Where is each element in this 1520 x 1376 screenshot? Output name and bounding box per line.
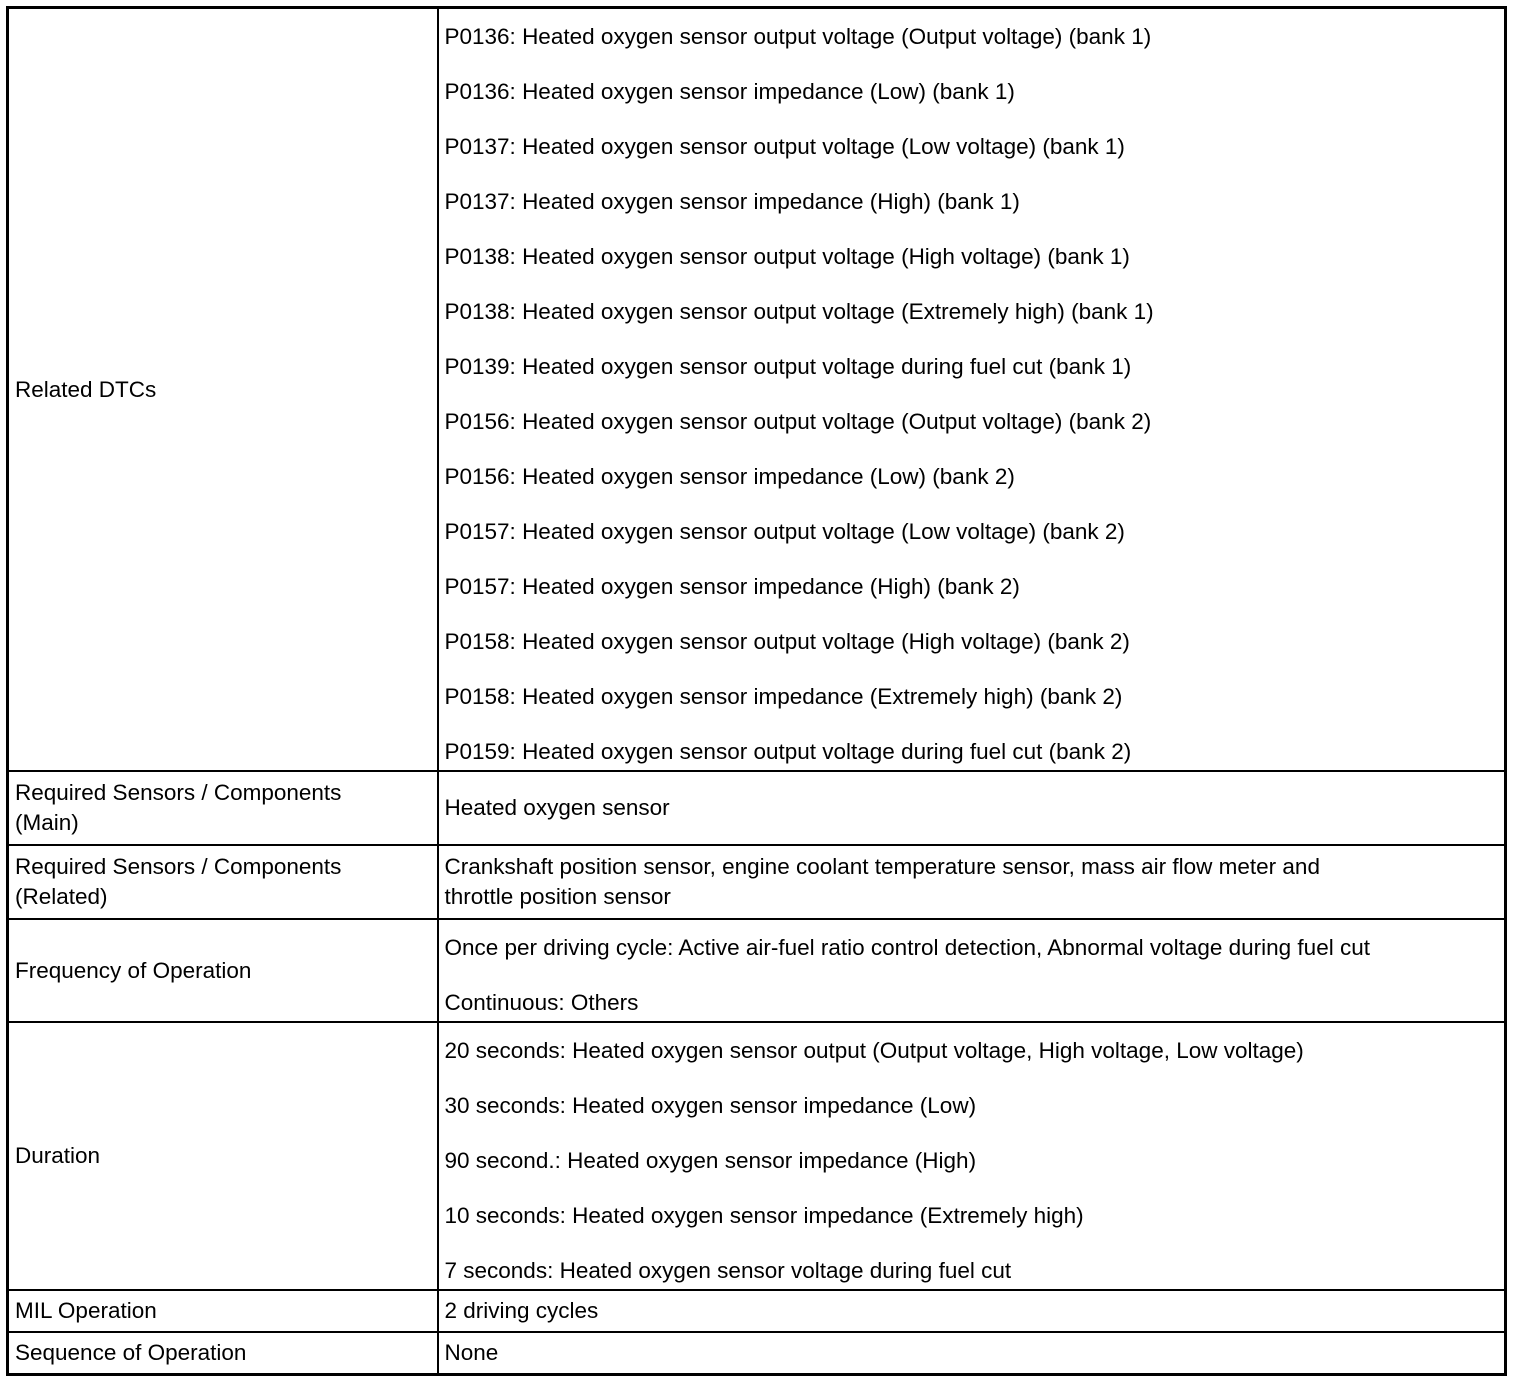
required-main-label-line1: Required Sensors / Components [15, 780, 342, 805]
sequence-label: Sequence of Operation [8, 1332, 438, 1374]
row-related-dtcs [8, 8, 1506, 772]
dtc-item: P0158: Heated oxygen sensor output voltage (High voltage) (bank 2) [444, 629, 1130, 654]
duration-label: Duration [8, 1022, 438, 1290]
duration-item: 10 seconds: Heated oxygen sensor impedance (Extremely high) [444, 1203, 1084, 1228]
required-main-label-line2: (Main) [15, 810, 79, 835]
required-main-label [8, 771, 438, 845]
row-frequency [8, 919, 1506, 1022]
monitor-spec-table [6, 6, 1507, 1376]
required-related-label-line1: Required Sensors / Components [15, 854, 342, 879]
dtc-item: P0156: Heated oxygen sensor impedance (Low) (bank 2) [444, 464, 1015, 489]
duration-item: 7 seconds: Heated oxygen sensor voltage during fuel cut [444, 1258, 1012, 1283]
dtc-item: P0157: Heated oxygen sensor output voltage (Low voltage) (bank 2) [444, 519, 1125, 544]
related-dtcs-list [438, 8, 1506, 772]
sequence-value: None [438, 1332, 1506, 1374]
required-related-label-line2: (Related) [15, 884, 108, 909]
required-related-value [438, 845, 1506, 919]
row-duration [8, 1022, 1506, 1290]
dtc-item: P0136: Heated oxygen sensor impedance (Low) (bank 1) [444, 79, 1015, 104]
duration-item: 30 seconds: Heated oxygen sensor impedance (Low) [444, 1093, 977, 1118]
row-mil-operation [8, 1290, 1506, 1332]
duration-item: 20 seconds: Heated oxygen sensor output (Output voltage, High voltage, Low voltage) [444, 1038, 1304, 1063]
duration-item: 90 second.: Heated oxygen sensor impedance (High) [444, 1148, 977, 1173]
dtc-item: P0157: Heated oxygen sensor impedance (High) (bank 2) [444, 574, 1020, 599]
required-related-value-line2: throttle position sensor [444, 884, 671, 909]
dtc-item: P0159: Heated oxygen sensor output voltage during fuel cut (bank 2) [444, 739, 1132, 764]
dtc-item: P0137: Heated oxygen sensor output voltage (Low voltage) (bank 1) [444, 134, 1125, 159]
dtc-item: P0139: Heated oxygen sensor output voltage during fuel cut (bank 1) [444, 354, 1132, 379]
dtc-item: P0158: Heated oxygen sensor impedance (Extremely high) (bank 2) [444, 684, 1123, 709]
frequency-item: Continuous: Others [444, 990, 639, 1015]
dtc-item: P0136: Heated oxygen sensor output voltage (Output voltage) (bank 1) [444, 24, 1152, 49]
row-sequence [8, 1332, 1506, 1374]
row-required-main [8, 771, 1506, 845]
related-dtcs-label: Related DTCs [8, 8, 438, 772]
mil-operation-value: 2 driving cycles [438, 1290, 1506, 1332]
required-related-label [8, 845, 438, 919]
row-required-related [8, 845, 1506, 919]
frequency-item: Once per driving cycle: Active air-fuel ratio control detection, Abnormal voltage during fuel cut [444, 935, 1370, 960]
frequency-list [438, 919, 1506, 1022]
required-main-value: Heated oxygen sensor [438, 771, 1506, 845]
dtc-item: P0137: Heated oxygen sensor impedance (High) (bank 1) [444, 189, 1020, 214]
dtc-item: P0156: Heated oxygen sensor output voltage (Output voltage) (bank 2) [444, 409, 1152, 434]
required-related-value-line1: Crankshaft position sensor, engine coolant temperature sensor, mass air flow meter and [444, 854, 1320, 879]
dtc-item: P0138: Heated oxygen sensor output voltage (Extremely high) (bank 1) [444, 299, 1154, 324]
dtc-item: P0138: Heated oxygen sensor output voltage (High voltage) (bank 1) [444, 244, 1130, 269]
duration-list [438, 1022, 1506, 1290]
frequency-label: Frequency of Operation [8, 919, 438, 1022]
mil-operation-label: MIL Operation [8, 1290, 438, 1332]
